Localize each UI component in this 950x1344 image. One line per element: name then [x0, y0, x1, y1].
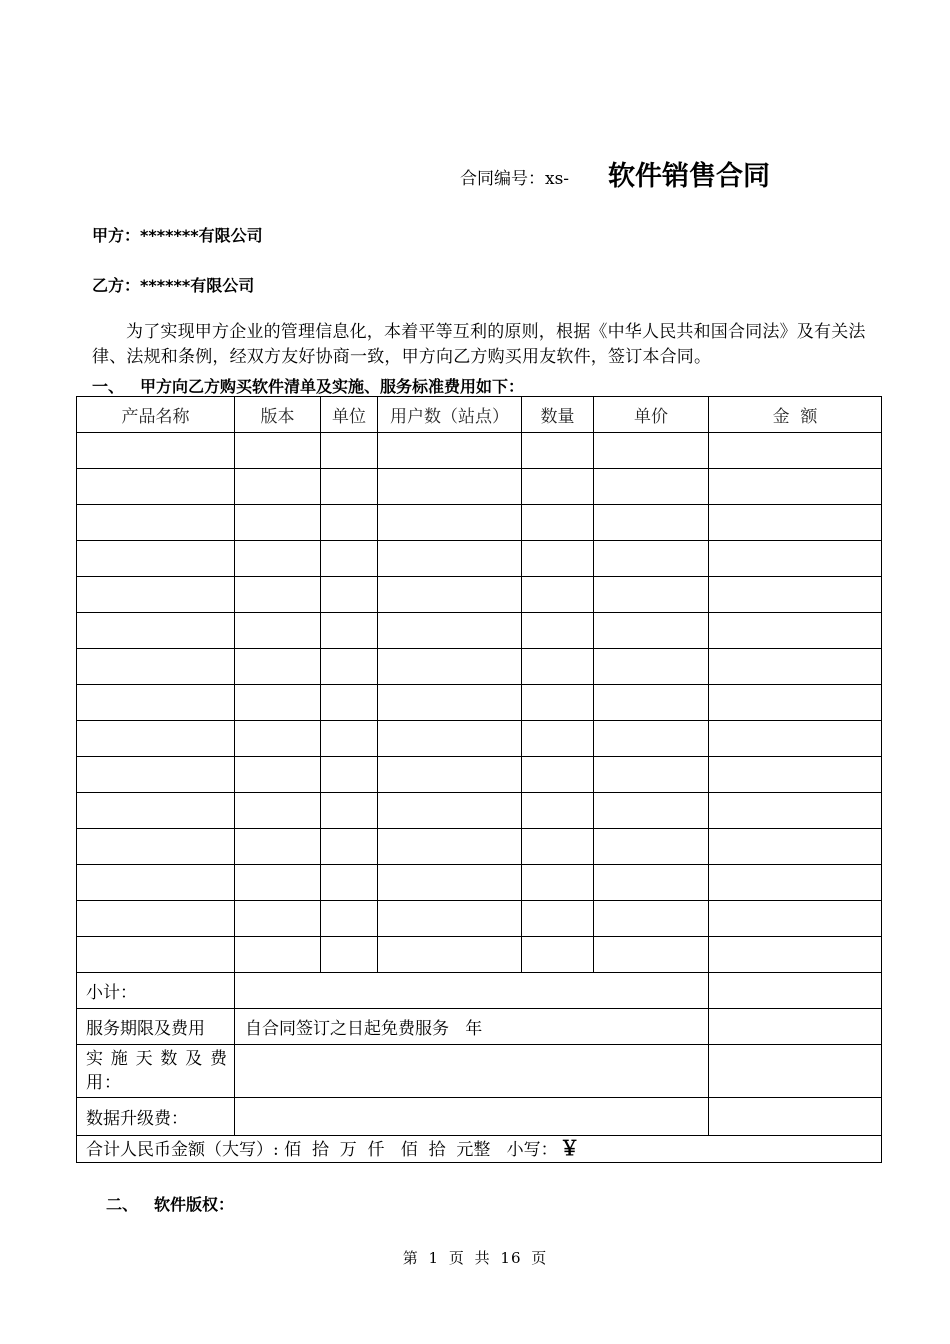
- section-1-heading: [92, 374, 524, 397]
- table-row: [77, 541, 882, 577]
- service-terms: 自合同签订之日起免费服务 年: [235, 1009, 709, 1045]
- table-cell: [321, 721, 378, 757]
- table-cell: [522, 433, 594, 469]
- table-cell: [321, 505, 378, 541]
- intro-paragraph: 为了实现甲方企业的管理信息化，本着平等互利的原则，根据《中华人民共和国合同法》及有关法律、法规和条例，经双方友好协商一致，甲方向乙方购买用友软件，签订本合同。: [92, 322, 866, 367]
- table-cell: [522, 829, 594, 865]
- footer-total-unit: 页: [531, 1249, 548, 1267]
- table-cell: [594, 433, 709, 469]
- party-a: 甲方：*******有限公司: [92, 226, 263, 245]
- table-cell: [709, 577, 882, 613]
- table-cell: [522, 649, 594, 685]
- table-cell: [235, 685, 321, 721]
- table-cell: [378, 469, 522, 505]
- table-cell: [77, 865, 235, 901]
- implementation-label-line1: 实施天数及费: [86, 1049, 228, 1069]
- table-cell: [378, 685, 522, 721]
- table-cell: [594, 649, 709, 685]
- table-cell: [709, 901, 882, 937]
- table-row: [77, 901, 882, 937]
- table-cell: [77, 433, 235, 469]
- table-cell: [235, 901, 321, 937]
- table-row: [77, 649, 882, 685]
- table-row: [77, 865, 882, 901]
- table-cell: [378, 793, 522, 829]
- upgrade-row: [77, 1098, 882, 1136]
- table-cell: [378, 433, 522, 469]
- table-row: [77, 613, 882, 649]
- table-row: [77, 577, 882, 613]
- table-cell: [77, 649, 235, 685]
- footer-page-word: 第: [402, 1249, 419, 1267]
- table-cell: [709, 505, 882, 541]
- table-cell: [321, 829, 378, 865]
- footer-total-word: 共: [474, 1249, 491, 1267]
- table-cell: [321, 685, 378, 721]
- table-cell: [594, 685, 709, 721]
- table-cell: [321, 793, 378, 829]
- table-cell: [594, 793, 709, 829]
- implementation-value: [235, 1045, 709, 1098]
- table-cell: [77, 685, 235, 721]
- footer-page-number: 1: [428, 1249, 440, 1267]
- table-cell: [77, 901, 235, 937]
- table-cell: [378, 649, 522, 685]
- table-cell: [235, 505, 321, 541]
- table-cell: [522, 577, 594, 613]
- table-cell: [709, 865, 882, 901]
- section-1-title: 甲方向乙方购买软件清单及实施、服务标准费用如下：: [140, 377, 525, 396]
- table-row: [77, 793, 882, 829]
- table-cell: [522, 865, 594, 901]
- table-cell: [77, 793, 235, 829]
- table-cell: [378, 901, 522, 937]
- table-cell: [321, 613, 378, 649]
- table-cell: [709, 685, 882, 721]
- subtotal-amount: [709, 973, 882, 1009]
- table-cell: [235, 757, 321, 793]
- table-cell: [709, 433, 882, 469]
- service-amount: [709, 1009, 882, 1045]
- yen-symbol: ￥: [559, 1136, 580, 1160]
- total-row: [77, 1136, 882, 1163]
- table-cell: [378, 937, 522, 973]
- table-cell: [378, 757, 522, 793]
- table-cell: [522, 721, 594, 757]
- table-cell: [235, 649, 321, 685]
- table-cell: [594, 577, 709, 613]
- table-cell: [522, 541, 594, 577]
- header-product-name: 产品名称: [77, 397, 235, 433]
- table-cell: [235, 937, 321, 973]
- section-1-number: 一、: [92, 377, 125, 396]
- table-cell: [77, 937, 235, 973]
- upgrade-amount: [709, 1098, 882, 1136]
- table-cell: [378, 721, 522, 757]
- table-cell: [77, 613, 235, 649]
- table-cell: [77, 505, 235, 541]
- table-cell: [321, 901, 378, 937]
- section-2-heading: [106, 1192, 234, 1215]
- implementation-label-line2: 用：: [86, 1073, 122, 1093]
- table-cell: [709, 613, 882, 649]
- subtotal-label: 小计：: [77, 973, 235, 1009]
- table-row: [77, 757, 882, 793]
- service-row: [77, 1009, 882, 1045]
- table-cell: [77, 541, 235, 577]
- table-cell: [594, 469, 709, 505]
- table-cell: [321, 649, 378, 685]
- table-row: [77, 829, 882, 865]
- table-cell: [522, 793, 594, 829]
- table-cell: [378, 865, 522, 901]
- table-cell: [522, 757, 594, 793]
- upgrade-value: [235, 1098, 709, 1136]
- table-cell: [594, 613, 709, 649]
- table-cell: [77, 721, 235, 757]
- table-cell: [709, 793, 882, 829]
- table-cell: [709, 721, 882, 757]
- table-cell: [522, 901, 594, 937]
- table-cell: [77, 829, 235, 865]
- table-cell: [77, 757, 235, 793]
- party-b: 乙方：******有限公司: [92, 276, 255, 295]
- service-label: 服务期限及费用: [77, 1009, 235, 1045]
- table-cell: [709, 541, 882, 577]
- table-cell: [321, 541, 378, 577]
- header-unit-price: 单价: [594, 397, 709, 433]
- table-cell: [522, 685, 594, 721]
- table-cell: [709, 649, 882, 685]
- table-cell: [321, 757, 378, 793]
- table-cell: [594, 937, 709, 973]
- table-header-row: [77, 397, 882, 433]
- table-cell: [235, 613, 321, 649]
- header-user-count: 用户数（站点）: [378, 397, 522, 433]
- table-cell: [321, 433, 378, 469]
- table-cell: [378, 613, 522, 649]
- section-2-title: 软件版权：: [154, 1195, 235, 1214]
- table-cell: [235, 793, 321, 829]
- table-cell: [235, 469, 321, 505]
- table-row: [77, 505, 882, 541]
- table-row: [77, 937, 882, 973]
- table-cell: [235, 433, 321, 469]
- table-cell: [235, 577, 321, 613]
- table-cell: [594, 865, 709, 901]
- table-cell: [321, 937, 378, 973]
- upgrade-label: 数据升级费：: [77, 1098, 235, 1136]
- table-cell: [522, 613, 594, 649]
- table-cell: [522, 469, 594, 505]
- table-cell: [321, 469, 378, 505]
- implementation-label: [77, 1045, 235, 1098]
- header-quantity: 数量: [522, 397, 594, 433]
- header-amount: 金 额: [709, 397, 882, 433]
- page-footer: [0, 1247, 950, 1268]
- software-order-table: [76, 396, 882, 1163]
- contract-number-label: 合同编号：xs-: [460, 169, 570, 189]
- table-cell: [321, 577, 378, 613]
- table-cell: [709, 937, 882, 973]
- table-cell: [378, 505, 522, 541]
- table-cell: [378, 829, 522, 865]
- table-cell: [594, 721, 709, 757]
- table-row: [77, 433, 882, 469]
- header-unit: 单位: [321, 397, 378, 433]
- table-cell: [77, 469, 235, 505]
- subtotal-value: [235, 973, 709, 1009]
- table-cell: [709, 829, 882, 865]
- subtotal-row: [77, 973, 882, 1009]
- table-cell: [522, 505, 594, 541]
- document-title: 软件销售合同: [608, 161, 770, 192]
- table-cell: [378, 541, 522, 577]
- table-cell: [709, 757, 882, 793]
- table-cell: [235, 541, 321, 577]
- table-cell: [594, 505, 709, 541]
- footer-total-pages: 16: [500, 1249, 522, 1267]
- table-row: [77, 469, 882, 505]
- header-version: 版本: [235, 397, 321, 433]
- implementation-row: [77, 1045, 882, 1098]
- table-cell: [235, 829, 321, 865]
- table-cell: [522, 937, 594, 973]
- table-cell: [77, 577, 235, 613]
- implementation-amount: [709, 1045, 882, 1098]
- table-cell: [709, 469, 882, 505]
- table-cell: [594, 757, 709, 793]
- section-2-number: 二、: [106, 1195, 139, 1214]
- table-cell: [594, 541, 709, 577]
- total-amount-cell: [77, 1136, 882, 1163]
- table-cell: [235, 721, 321, 757]
- table-cell: [378, 577, 522, 613]
- table-cell: [321, 865, 378, 901]
- table-cell: [235, 865, 321, 901]
- table-row: [77, 721, 882, 757]
- footer-page-unit: 页: [448, 1249, 465, 1267]
- table-cell: [594, 829, 709, 865]
- table-row: [77, 685, 882, 721]
- table-cell: [594, 901, 709, 937]
- total-amount-text: 合计人民币金额（大写）: 佰 拾 万 仟 佰 拾 元整 小写：: [86, 1140, 558, 1160]
